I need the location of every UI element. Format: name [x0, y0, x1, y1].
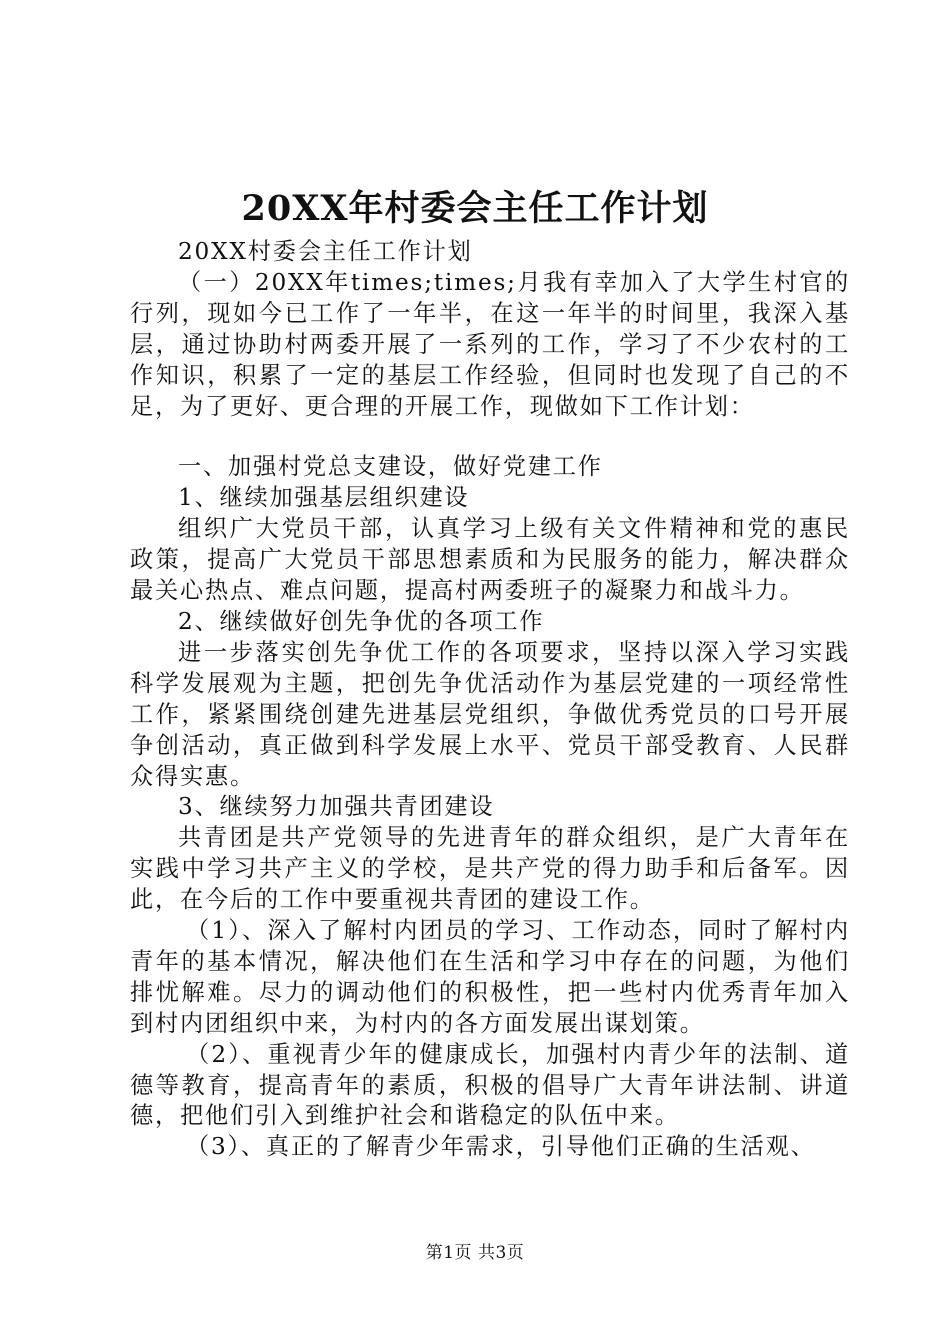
- document-title: 20XX年村委会主任工作计划: [241, 188, 709, 229]
- paragraph-heading: 20XX村委会主任工作计划: [178, 238, 473, 265]
- section-heading-1: 一、加强村党总支建设，做好党建工作: [178, 453, 603, 481]
- paragraph-intro: （一）20XX年times;times;月我有幸加入了大学生村官的行列，现如今已工作了一年半，在这一年半的时间里，我深入基层，通过协助村两委开展了一系列的工作，学习了不少农村的工作知识，积累了一定的基层工作经验，但同时也发现了自己的不足，为了更好、更合理的开展工作，现做如下工作计划：: [130, 268, 850, 420]
- paragraph-body: 共青团是共产党领导的先进青年的群众组织，是广大青年在实践中学习共产主义的学校，是共产党的得力助手和后备军。因此，在今后的工作中要重视共青团的建设工作。: [130, 824, 850, 914]
- paragraph-body: 组织广大党员干部，认真学习上级有关文件精神和党的惠民政策，提高广大党员干部思想素质和为民服务的能力，解决群众最关心热点、难点问题，提高村两委班子的凝聚力和战斗力。: [130, 515, 850, 605]
- list-item-3: （3）、真正的了解青少年需求，引导他们正确的生活观、: [186, 1133, 816, 1161]
- page-footer: 第1页 共3页: [425, 1243, 525, 1263]
- subsection-heading-2: 2、继续做好创先争优的各项工作: [178, 607, 545, 635]
- paragraph-body: 进一步落实创先争优工作的各项要求，坚持以深入学习实践科学发展观为主题，把创先争优活动作为基层党建的一项经常性工作，紧紧围绕创建先进基层党组织，争做优秀党员的口号开展争创活动，真正做到科学发展上水平、党员干部受教育、人民群众得实惠。: [130, 638, 850, 790]
- list-item-1: （1）、深入了解村内团员的学习、工作动态，同时了解村内青年的基本情况，解决他们在生活和学习中存在的问题，为他们排忧解难。尽力的调动他们的积极性，把一些村内优秀青年加入到村内团组织中来，为村内的各方面发展出谋划策。: [130, 917, 850, 1037]
- list-item-2: （2）、重视青少年的健康成长，加强村内青少年的法制、道德等教育，提高青年的素质，积极的倡导广大青年讲法制、讲道德，把他们引入到维护社会和谐稳定的队伍中来。: [130, 1040, 850, 1130]
- document-body: [130, 237, 850, 1163]
- subsection-heading-1: 1、继续加强基层组织建设: [178, 484, 470, 512]
- subsection-heading-3: 3、继续努力加强共青团建设: [178, 793, 495, 821]
